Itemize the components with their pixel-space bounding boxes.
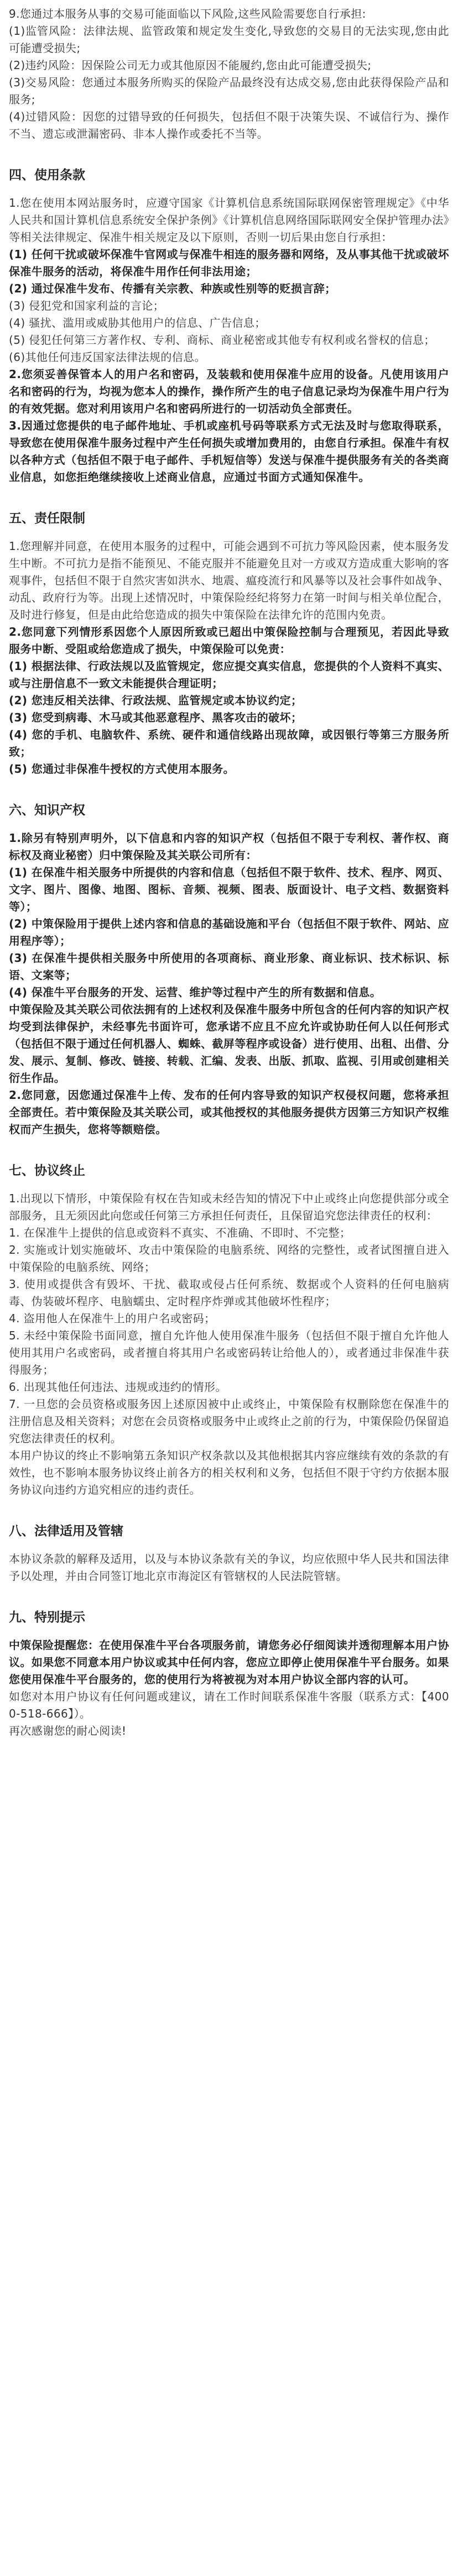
section-paragraph: (3) 侵犯党和国家利益的言论； (9, 299, 165, 312)
section-special-notice (9, 1601, 449, 1740)
section-paragraph: 2. 实施或计划实施破坏、攻击中策保险的电脑系统、网络的完整性，或者试图擅自进入中策保险的电脑系统、网络； (9, 1243, 449, 1274)
section-paragraph: (2) 通过保准牛发布、传播有关宗教、种族或性别等的贬损言辞； (9, 282, 336, 295)
section-liability-limits (9, 502, 449, 778)
section-paragraph: 5. 未经中策保险书面同意，擅自允许他人使用保准牛服务（包括但不限于擅自允许他人使用其用户名或密码，或者擅自将其用户名或密码转让给他人的），或者通过非保准牛获得服务； (9, 1329, 449, 1376)
section-paragraph: 中策保险及其关联公司依法拥有的上述权利及保准牛服务中所包含的任何内容的知识产权均受到法律保护，未经事先书面许可，您承诺不应且不应允许或协助任何人以任何形式（包括但不限于通过任何机器人、蜘蛛、截屏等程序或设备）进行使用、出租、出借、分发、展示、复制、修改、链接、转载、汇编、发表、出版、抓取、监视、引用或创建相关衍生作品。 (9, 1003, 449, 1085)
section-usage-terms (9, 159, 449, 486)
risk-item-fault: (4)过错风险：因您的过错导致的任何损失，包括但不限于决策失误、不诚信行为、操作不当、遗忘或泄漏密码、非本人操作或委托不当等。 (9, 110, 449, 140)
risk-intro: 9.您通过本服务从事的交易可能面临以下风险,这些风险需要您自行承担: (9, 7, 366, 20)
section-paragraph: (2) 您违反相关法律、行政法规、监管规定或本协议约定； (9, 694, 303, 707)
section-paragraph: 7. 一旦您的会员资格或服务因上述原因被中止或终止，中策保险有权删除您在保准牛的注册信息及相关资料；对您在会员资格或服务中止或终止之前的行为，中策保险仍保留追究您法律责任的权利。 (9, 1397, 449, 1445)
section-paragraph: 2.您须妥善保管本人的用户名和密码，及装载和使用保准牛应用的设备。凡使用该用户名和密码的行为，均视为您本人的操作，操作所产生的电子信息记录均为保准牛用户行为的有效凭据。您对利用该用户名和密码所进行的一切活动负全部责任。 (9, 368, 449, 415)
section-paragraph: 6. 出现其他任何违法、违规或违约的情形。 (9, 1380, 227, 1394)
section-paragraph: (4) 骚扰、滥用或威胁其他用户的信息、广告信息； (9, 316, 266, 329)
section-paragraph: 2.您同意，因您通过保准牛上传、发布的任何内容导致的知识产权侵权问题，您将承担全部责任。若中策保险及其关联公司，或其他授权的其他服务提供方因第三方知识产权维权而产生损失，您将等额赔偿。 (9, 1088, 449, 1136)
risk-item-regulatory: (1)监管风险：法律法规、监管政策和规定发生变化,导致您的交易目的无法实现,您由此可能遭受损失; (9, 24, 449, 55)
risk-item-transaction: (3)交易风险：您通过本服务所购买的保险产品最终没有达成交易,您由此获得保险产品和服务; (9, 76, 449, 106)
section-intellectual-property (9, 794, 449, 1138)
risk-clause-block (9, 6, 449, 143)
section-title: 五、责任限制 (9, 511, 85, 526)
section-paragraph: 1. 在保准牛上提供的信息或资料不真实、不准确、不即时、不完整； (9, 1226, 351, 1239)
section-paragraph: (3) 在保准牛提供相关服务中所使用的各项商标、商业形象、商业标识、技术标识、标语、文案等； (9, 951, 449, 982)
section-paragraph: (5) 侵犯任何第三方著作权、专利、商标、商业秘密或其他专有权利或名誉权的信息； (9, 333, 435, 347)
section-paragraph: 3.因通过您提供的电子邮件地址、手机或座机号码等联系方式无法及时与您取得联系，导致您在使用保准牛服务过程中产生任何损失或增加费用的，由您自行承担。保准牛有权以各种方式（包括但不限于电子邮件、手机短信等）发送与保准牛提供服务有关的各类商业信息，如您拒绝继续接收上述商业信息，应通过书面方式通知保准牛。 (9, 419, 449, 484)
section-title: 六、知识产权 (9, 803, 85, 818)
closing-thanks: 再次感谢您的耐心阅读! (9, 1724, 127, 1737)
section-paragraph: (6)其他任何违反国家法律法规的信息。 (9, 350, 206, 364)
section-paragraph: (1) 根据法律、行政法规以及监管规定，您应提交真实信息，您提供的个人资料不真实、或与注册信息不一致文未能提供合理证明； (9, 659, 449, 690)
section-governing-law (9, 1515, 449, 1585)
section-title: 四、使用条款 (9, 168, 85, 182)
section-termination (9, 1155, 449, 1499)
section-paragraph: 1.出现以下情形，中策保险有权在告知或未经告知的情况下中止或终止向您提供部分或全部服务，且无须因此向您或任何第三方承担任何责任，且保留追究您法律责任的权利： (9, 1192, 449, 1222)
section-title: 九、特别提示 (9, 1610, 85, 1625)
section-paragraph: 本协议条款的解释及适用，以及与本协议条款有关的争议，均应依照中华人民共和国法律予以处理，并由合同签订地北京市海淀区有管辖权的人民法院管辖。 (9, 1552, 449, 1583)
section-paragraph: 1.您在使用本网站服务时，应遵守国家《计算机信息系统国际联网保密管理规定》《中华人民共和国计算机信息系统安全保护条例》《计算机信息网络国际联网安全保护管理办法》等相关法律规定、保准牛相关规定及以下原则，否则一切后果由您自行承担： (9, 196, 449, 244)
section-paragraph: 中策保险提醒您：在使用保准牛平台各项服务前，请您务必仔细阅读并透彻理解本用户协议。如果您不同意本用户协议或其中任何内容，您应立即停止使用保准牛平台服务。如果您使用保准牛平台服务的，您的使用行为将被视为对本用户协议全部内容的认可。 (9, 1638, 449, 1686)
section-paragraph: (1) 任何干扰或破坏保准牛官网或与保准牛相连的服务器和网络，及从事其他干扰或破坏保准牛服务的活动，将保准牛用作任何非法用途； (9, 248, 449, 278)
section-paragraph: 2.您同意下列情形系因您个人原因所致或已超出中策保险控制与合理预见，若因此导致服务中断、受阻或给您造成了损失，中策保险可以免责： (9, 625, 449, 656)
section-paragraph: 4. 盗用他人在保准牛上的用户名或密码； (9, 1312, 216, 1325)
section-title: 七、协议终止 (9, 1164, 85, 1178)
section-paragraph: (5) 您通过非保准牛授权的方式使用本服务。 (9, 762, 235, 776)
section-paragraph: (2) 中策保险用于提供上述内容和信息的基础设施和平台（包括但不限于软件、网站、应用程序等）； (9, 917, 449, 947)
customer-service-contact: 如您对本用户协议有任何问题或建议，请在工作时间联系保准牛客服（联系方式：【4000-518-666】）。 (9, 1690, 449, 1720)
section-paragraph: (3) 您受到病毒、木马或其他恶意程序、黑客攻击的破坏； (9, 711, 303, 724)
section-paragraph: 本用户协议的终止不影响第五条知识产权条款以及其他根据其内容应继续有效的条款的有效性，也不影响本服务协议终止前各方的相关权利和义务，包括但不限于守约方依据本服务协议向违约方追究相应的违约责任。 (9, 1449, 449, 1496)
section-paragraph: 1.您理解并同意，在使用本服务的过程中，可能会遇到不可抗力等风险因素，使本服务发生中断。不可抗力是指不能预见、不能克服并不能避免且对一方或双方造成重大影响的客观事件，包括但不限于自然灾害如洪水、地震、瘟疫流行和风暴等以及社会事件如战争、动乱、政府行为等。出现上述情况时，中策保险经纪将努力在第一时间与相关单位配合，及时进行修复，但是由此给您造成的损失中策保险在法律允许的范围内免责。 (9, 540, 449, 621)
section-paragraph: 1.除另有特别声明外，以下信息和内容的知识产权（包括但不限于专利权、著作权、商标权及商业秘密）归中策保险及其关联公司所有： (9, 831, 449, 862)
section-paragraph: (4) 您的手机、电脑软件、系统、硬件和通信线路出现故障，或因银行等第三方服务所致； (9, 728, 449, 758)
risk-item-default: (2)违约风险：因保险公司无力或其他原因不能履约,您由此可能遭受损失; (9, 59, 372, 72)
section-title: 八、法律适用及管辖 (9, 1524, 123, 1538)
section-paragraph: 3. 使用或提供含有毁坏、干扰、截取或侵占任何系统、数据或个人资料的任何电脑病毒、伪装破坏程序、电脑蠕虫、定时程序炸弹或其他破坏性程序； (9, 1277, 449, 1308)
section-paragraph: (4) 保准牛平台服务的开发、运营、维护等过程中产生的所有数据和信息。 (9, 986, 382, 999)
section-paragraph: (1) 在保准牛相关服务中所提供的内容和信息（包括但不限于软件、技术、程序、网页、文字、图片、图像、地图、图标、音频、视频、图表、版面设计、电子文档、数据资料等）； (9, 866, 449, 913)
